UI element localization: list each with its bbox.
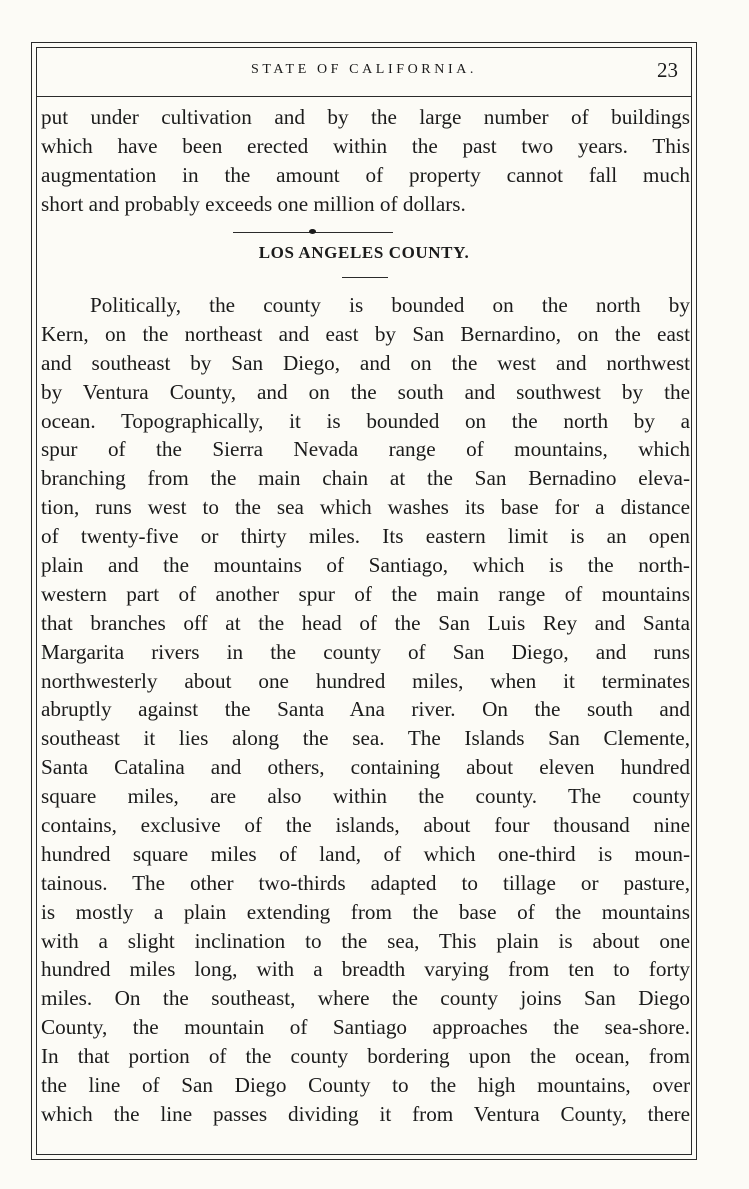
text-line: tainous. The other two-thirds adapted to tillage or pasture, [41,870,690,895]
text-line: with a slight inclination to the sea, This plain is about one [41,928,690,953]
header-rule [36,96,692,97]
text-line: In that portion of the county bordering upon the ocean, from [41,1044,690,1069]
page-number: 23 [657,58,678,82]
text-line: spur of the Sierra Nevada range of mountains, which [41,437,690,462]
text-line: which the line passes dividing it from Ventura County, there [41,1101,690,1126]
running-head [36,58,692,86]
text-line: abruptly against the Santa Ana river. On the south and [41,697,690,722]
text-line: and southeast by San Diego, and on the west and northwest [41,350,690,375]
text-line: ocean. Topographically, it is bounded on the north by a [41,408,690,433]
text-line: hundred miles long, with a breadth varying from ten to forty [41,957,690,982]
section-separator-dot [309,229,316,234]
text-line: short and probably exceeds one million of dollars. [41,192,466,216]
paragraph-2 [41,291,690,1129]
text-line: augmentation in the amount of property cannot fall much [41,163,690,187]
text-line: Margarita rivers in the county of San Diego, and runs [41,639,690,664]
text-line: plain and the mountains of Santiago, which is the north- [41,553,690,578]
text-line: of twenty-five or thirty miles. Its eastern limit is an open [41,524,690,549]
heading-underline [342,277,388,278]
text-line: hundred square miles of land, of which one-third is moun- [41,841,690,866]
text-line: contains, exclusive of the islands, about four thousand nine [41,813,690,838]
text-line: branching from the main chain at the San Bernadino eleva- [41,466,690,491]
text-line: put under cultivation and by the large number of buildings [41,105,690,129]
section-heading: LOS ANGELES COUNTY. [258,243,470,262]
text-line: is mostly a plain extending from the base of the mountains [41,899,690,924]
text-line: southeast it lies along the sea. The Islands San Clemente, [41,726,690,751]
text-line: northwesterly about one hundred miles, when it terminates [41,668,690,693]
running-title: STATE OF CALIFORNIA. [250,62,478,77]
text-line: miles. On the southeast, where the county joins San Diego [41,986,690,1011]
text-line: Politically, the county is bounded on the north by [90,293,690,317]
text-line: tion, runs west to the sea which washes its base for a distance [41,495,690,520]
text-line: that branches off at the head of the San Luis Rey and Santa [41,610,690,635]
text-line: by Ventura County, and on the south and southwest by the [41,379,690,404]
paragraph-1 [41,103,690,219]
text-line: Santa Catalina and others, containing about eleven hundred [41,755,690,780]
text-line: the line of San Diego County to the high mountains, over [41,1073,690,1098]
text-line: square miles, are also within the county. The county [41,784,690,809]
text-line: County, the mountain of Santiago approaches the sea-shore. [41,1015,690,1040]
text-line: Kern, on the northeast and east by San Bernardino, on the east [41,321,690,346]
text-line: which have been erected within the past two years. This [41,134,690,158]
text-line: western part of another spur of the main range of mountains [41,581,690,606]
